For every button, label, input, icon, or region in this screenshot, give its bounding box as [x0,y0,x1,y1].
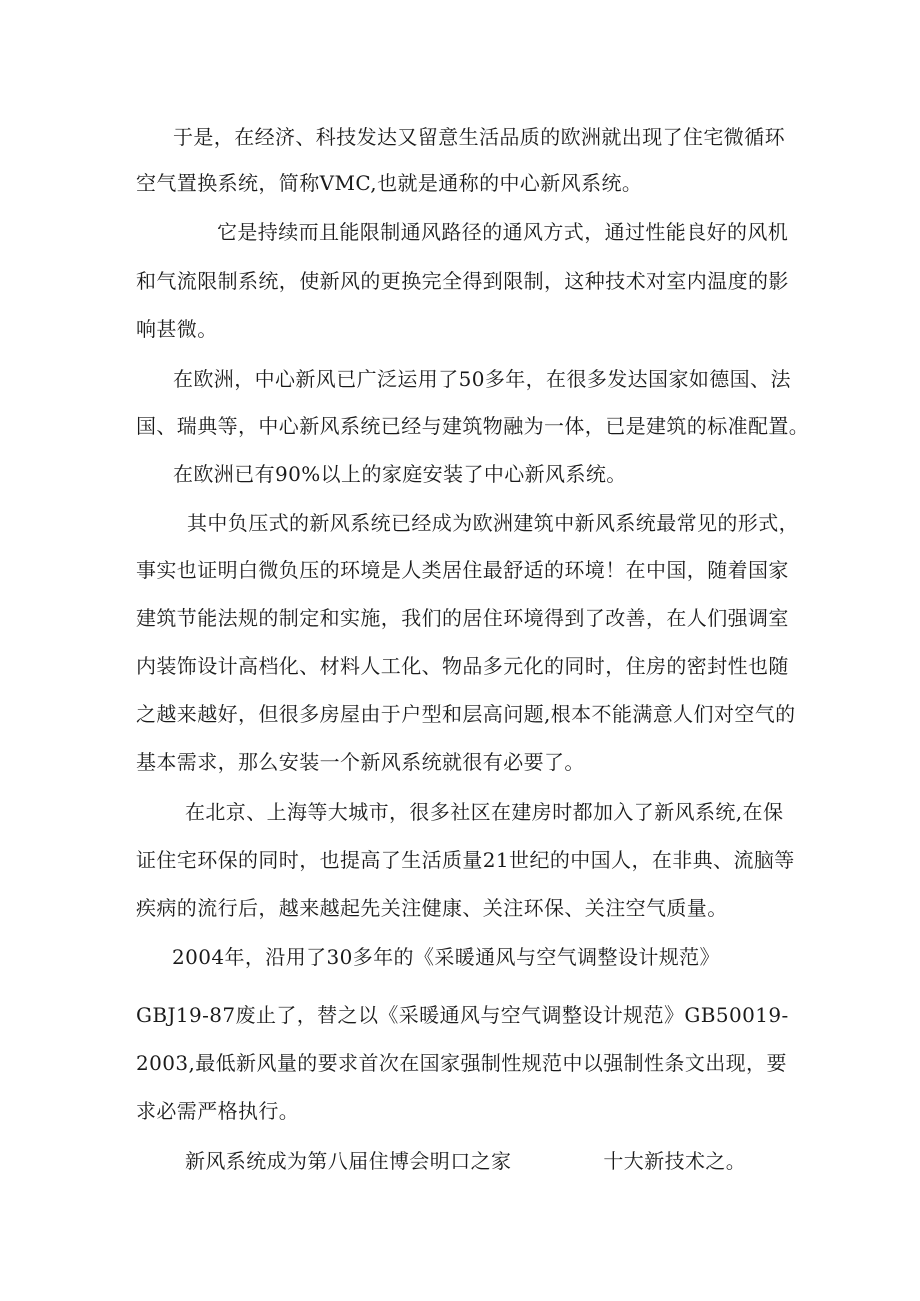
text-line-22-part1: 新风系统成为第八届住博会明口之家 [185,1149,512,1173]
text-line-21: 求必需严格执行。 [136,1099,300,1123]
text-line-17: 疾病的流行后，越来越起先关注健康、关注环保、关注空气质量。 [136,896,728,920]
text-line-16: 证住宅环保的同时，也提高了生活质量21世纪的中国人，在非典、流脑等 [136,848,795,872]
text-line-4: 和气流限制系统，使新风的更换完全得到限制，这种技术对室内温度的影 [136,269,789,293]
text-line-20: 2003,最低新风量的要求首次在国家强制性规范中以强制性条文出现，要 [136,1051,787,1075]
text-line-22 [185,1148,746,1174]
text-line-8: 在欧洲已有90%以上的家庭安装了中心新风系统。 [173,462,627,486]
text-line-22-part2: 十大新技术之。 [603,1149,747,1173]
text-line-2: 空气置换系统，简称VMC,也就是通称的中心新风系统。 [136,171,643,195]
text-line-7: 国、瑞典等，中心新风系统已经与建筑物融为一体，已是建筑的标准配置。 [136,414,810,438]
text-line-13: 之越来越好，但很多房屋由于户型和层高问题,根本不能满意人们对空气的 [136,702,796,726]
text-line-18: 2004年，沿用了30多年的《采暖通风与空气调整设计规范》 [172,945,720,969]
text-line-14: 基本需求，那么安装一个新风系统就很有必要了。 [136,750,585,774]
text-line-6: 在欧洲，中心新风已广泛运用了50多年，在很多发达国家如德国、法 [173,367,791,391]
text-line-9: 其中负压式的新风系统已经成为欧洲建筑中新风系统最常见的形式， [187,511,799,535]
text-line-15: 在北京、上海等大城市，很多社区在建房时都加入了新风系统,在保 [185,800,784,824]
text-line-19: GBJ19-87废止了，替之以《采暖通风与空气调整设计规范》GB50019- [136,1003,789,1027]
text-line-3: 它是持续而且能限制通风路径的通风方式，通过性能良好的风机 [217,220,789,244]
text-line-5: 响甚微。 [136,317,218,341]
text-line-12: 内装饰设计高档化、材料人工化、物品多元化的同时，住房的密封性也随 [136,654,789,678]
text-line-11: 建筑节能法规的制定和实施，我们的居住环境得到了改善，在人们强调室 [136,606,789,630]
text-line-10: 事实也证明白微负压的环境是人类居住最舒适的环境！在中国，随着国家 [136,558,789,582]
text-line-1: 于是，在经济、科技发达又留意生活品质的欧洲就出现了住宅微循环 [173,125,785,149]
